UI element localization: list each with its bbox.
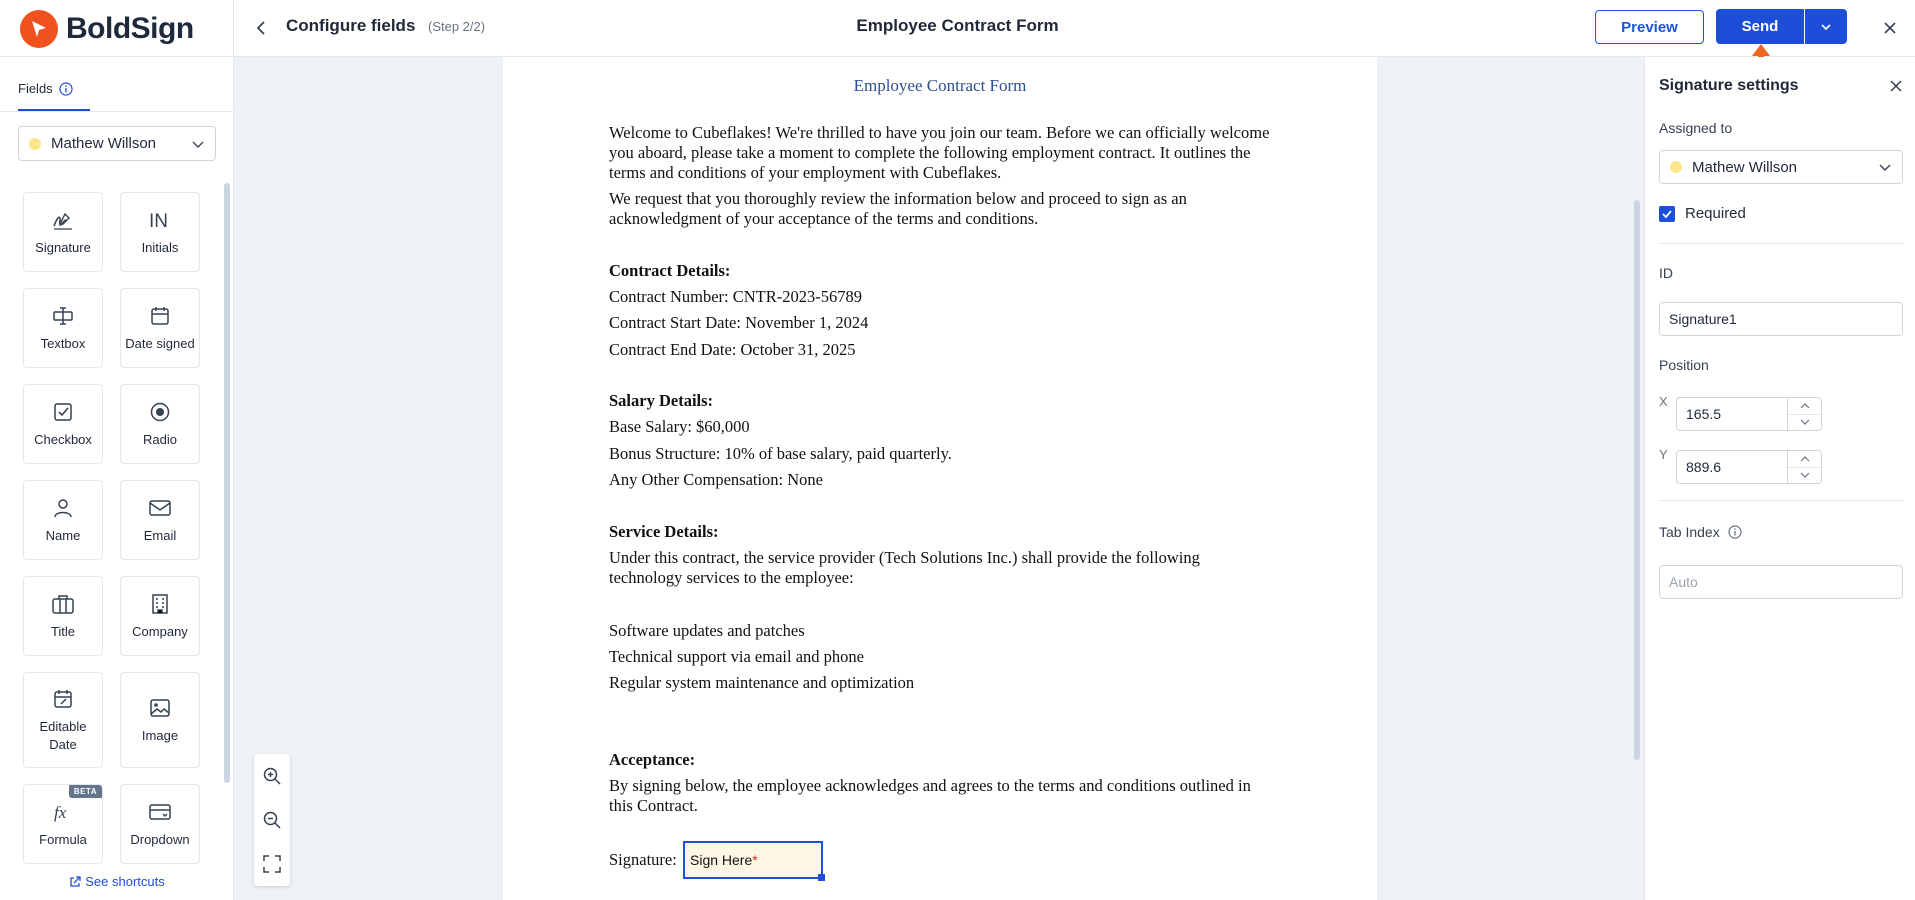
contract-heading: Contract Details:: [609, 261, 731, 280]
tab-fields[interactable]: [18, 81, 73, 96]
app-name: BoldSign: [66, 11, 194, 45]
field-dropdown[interactable]: [120, 784, 200, 864]
y-label: Y: [1659, 447, 1668, 462]
back-button[interactable]: [248, 14, 276, 42]
fit-page-button[interactable]: [254, 842, 290, 886]
y-stepper[interactable]: [1676, 450, 1822, 484]
canvas-scrollbar[interactable]: [1634, 200, 1640, 760]
boldsign-logo-icon: [20, 10, 58, 48]
formula-icon: [52, 801, 74, 823]
contract-number: Contract Number: CNTR-2023-56789: [609, 287, 862, 306]
divider: [1659, 500, 1903, 501]
close-settings-button[interactable]: [1885, 75, 1907, 97]
preview-button[interactable]: Preview: [1595, 10, 1704, 44]
position-label: Position: [1659, 357, 1709, 373]
x-stepper[interactable]: [1676, 397, 1822, 431]
textbox-icon: [51, 304, 75, 328]
calendar-edit-icon: [52, 688, 74, 710]
chevron-down-icon: [191, 137, 205, 151]
field-label: Initials: [141, 240, 179, 255]
resize-handle[interactable]: [818, 874, 825, 881]
field-title[interactable]: [23, 576, 103, 656]
x-input[interactable]: [1677, 398, 1787, 430]
x-increment-button[interactable]: [1788, 398, 1821, 415]
chevron-down-icon: [1800, 418, 1810, 426]
checkbox-checked-icon: [1659, 206, 1675, 222]
send-options-button[interactable]: [1805, 9, 1847, 44]
field-textbox[interactable]: [23, 288, 103, 368]
signature-icon: [51, 208, 75, 232]
field-label: Checkbox: [34, 432, 92, 447]
signature-label: Signature:: [609, 850, 677, 869]
required-label: Required: [1685, 205, 1746, 222]
x-decrement-button[interactable]: [1788, 415, 1821, 431]
required-mark: *: [752, 852, 758, 868]
chevron-down-icon: [1820, 21, 1832, 33]
field-email[interactable]: [120, 480, 200, 560]
service-heading: Service Details:: [609, 522, 719, 541]
field-editable-date[interactable]: [23, 672, 103, 768]
shortcuts-label: See shortcuts: [85, 874, 165, 889]
image-icon: [149, 697, 171, 719]
zoom-in-button[interactable]: [254, 754, 290, 798]
fields-panel: [0, 57, 234, 900]
close-icon: [1883, 21, 1897, 35]
tab-index-input[interactable]: [1659, 565, 1903, 599]
service-paragraph: Under this contract, the service provider (Tech Solutions Inc.) shall provide the following technology services to the employee:: [609, 548, 1200, 587]
settings-title: Signature settings: [1659, 77, 1799, 94]
dropdown-icon: [148, 801, 172, 823]
mail-icon: [148, 497, 172, 519]
required-checkbox[interactable]: [1659, 205, 1746, 222]
acceptance-heading: Acceptance:: [609, 750, 696, 769]
service-item: Regular system maintenance and optimization: [609, 673, 915, 692]
assigned-to-label: Assigned to: [1659, 120, 1733, 136]
field-name[interactable]: [23, 480, 103, 560]
logo[interactable]: [0, 0, 234, 57]
field-label: Dropdown: [130, 832, 190, 847]
see-shortcuts-link[interactable]: [0, 874, 234, 889]
field-formula[interactable]: [23, 784, 103, 864]
y-increment-button[interactable]: [1788, 451, 1821, 468]
sign-here-text: Sign Here: [690, 852, 753, 868]
field-label: Signature: [35, 240, 91, 255]
left-scrollbar[interactable]: [224, 183, 230, 783]
zoom-out-button[interactable]: [254, 798, 290, 842]
beta-badge: BETA: [69, 785, 102, 798]
signer-name: Mathew Willson: [51, 135, 157, 152]
acceptance-paragraph: By signing below, the employee acknowledges and agrees to the terms and conditions outlined in this Contract.: [609, 776, 1251, 815]
field-company[interactable]: [120, 576, 200, 656]
field-label: Date signed: [125, 336, 195, 351]
calendar-icon: [149, 305, 171, 327]
divider: [1659, 243, 1903, 244]
chevron-up-icon: [1800, 455, 1810, 463]
signer-select[interactable]: [18, 126, 216, 161]
tab-index-label: Tab Index: [1659, 524, 1720, 540]
checkbox-icon: [52, 401, 74, 423]
other-compensation: Any Other Compensation: None: [609, 470, 824, 489]
bonus-structure: Bonus Structure: 10% of base salary, paid quarterly.: [609, 444, 952, 463]
field-label: Title: [50, 624, 76, 639]
y-decrement-button[interactable]: [1788, 468, 1821, 484]
document-heading: Employee Contract Form: [853, 76, 1027, 95]
briefcase-icon: [51, 593, 75, 615]
y-input[interactable]: [1677, 451, 1787, 483]
info-icon: [59, 82, 73, 96]
field-label: Editable Date: [39, 719, 87, 752]
assigned-signer-name: Mathew Willson: [1692, 158, 1798, 176]
chevron-up-icon: [1800, 402, 1810, 410]
salary-heading: Salary Details:: [609, 391, 714, 410]
field-initials[interactable]: [120, 192, 200, 272]
page-title: Configure fields: [286, 16, 416, 35]
zoom-controls: [254, 754, 290, 886]
close-icon: [1890, 80, 1902, 92]
field-label: Email: [143, 528, 177, 543]
contract-start: Contract Start Date: November 1, 2024: [609, 313, 869, 332]
svg-text:fx: fx: [54, 803, 67, 822]
tab-index-label-row: [1659, 524, 1742, 540]
field-label: Radio: [143, 432, 177, 447]
fullscreen-icon: [263, 855, 281, 873]
settings-panel: [1644, 57, 1915, 900]
service-item: Software updates and patches: [609, 621, 805, 640]
external-link-icon: [69, 876, 81, 888]
step-indicator: (Step 2/2): [428, 19, 486, 34]
initials-icon: [147, 208, 173, 232]
id-input[interactable]: [1659, 302, 1903, 336]
person-icon: [52, 497, 74, 519]
top-bar: [0, 0, 1915, 57]
x-label: X: [1659, 394, 1668, 409]
document-canvas: [234, 57, 1644, 900]
signer-color-dot: [1670, 161, 1682, 173]
field-label: Formula: [39, 832, 87, 847]
field-image[interactable]: [120, 672, 200, 768]
field-label: Name: [45, 528, 81, 543]
radio-icon: [149, 401, 171, 423]
contract-end: Contract End Date: October 31, 2025: [609, 340, 856, 359]
divider: [0, 111, 233, 112]
field-label: Image: [141, 728, 179, 743]
signature-field[interactable]: [683, 841, 823, 879]
signer-color-dot: [29, 138, 41, 150]
field-checkbox[interactable]: [23, 384, 103, 464]
building-icon: [149, 593, 171, 615]
id-label: ID: [1659, 265, 1673, 281]
field-label: Company: [132, 624, 188, 639]
document-title: Employee Contract Form: [856, 16, 1059, 35]
send-button[interactable]: Send: [1716, 9, 1804, 44]
zoom-in-icon: [262, 766, 282, 786]
document-page: [503, 57, 1377, 900]
tab-fields-label: Fields: [18, 81, 53, 96]
field-radio[interactable]: [120, 384, 200, 464]
info-icon[interactable]: [1728, 525, 1742, 539]
field-label: Textbox: [40, 336, 86, 351]
chevron-down-icon: [1800, 471, 1810, 479]
svg-text:IN: IN: [149, 211, 168, 232]
assigned-to-select[interactable]: [1659, 150, 1903, 184]
close-button[interactable]: [1876, 14, 1904, 42]
chevron-down-icon: [1878, 160, 1892, 174]
intro-paragraph: Welcome to Cubeflakes! We're thrilled to have you join our team. Before we can officially welcome you aboard, please take a moment to complete the following employment contract. It outlines the terms and conditions of your employment with Cubeflakes.: [609, 123, 1270, 182]
zoom-out-icon: [262, 810, 282, 830]
field-date-signed[interactable]: [120, 288, 200, 368]
service-item: Technical support via email and phone: [609, 647, 864, 666]
field-signature[interactable]: [23, 192, 103, 272]
base-salary: Base Salary: $60,000: [609, 417, 750, 436]
review-paragraph: We request that you thoroughly review the information below and proceed to sign as an acknowledgment of your acceptance of the terms and conditions.: [609, 189, 1187, 228]
